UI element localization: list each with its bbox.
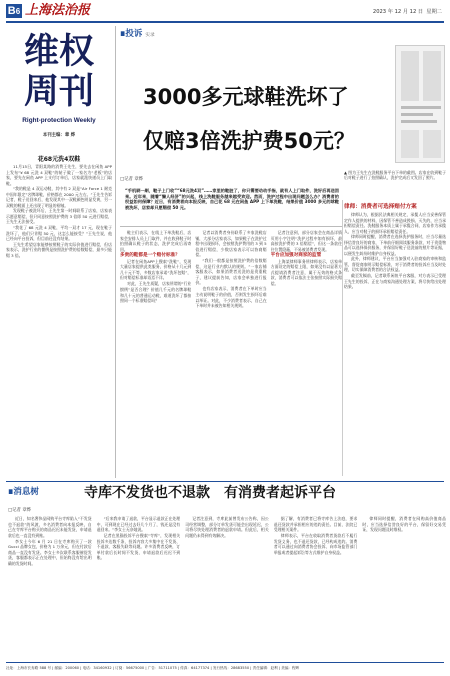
sub-heading: 多贵的鞋都是一个赔付标准？	[120, 252, 180, 258]
photo-caption: ▲ 图为王先生在洗鞋服务平台下单的截图。店家在收到鞋子后对鞋子进行了拍照确认，洗护完成后又发回了照片。	[344, 170, 446, 181]
news-paragraph: “后来我申请了退款，平台显示退款正在处理中，可到现在已经过去好几个月了，钱还是没有退回来。”李女士无奈地说。	[96, 516, 181, 533]
body-paragraph: 也有店家表示，消费者在下单时应当主动说明鞋子的价值，否则发生损坏后难以举证。对此，不少消费者表示，自己在下单时并未被告知相关规则。	[195, 286, 267, 309]
article-deck: “手机刷一刷，鞋子上门收”“68元洗4双”……家里的鞋脏了，你只需要动动手指，就有人上门取件，洗好后再送回来。近年来，随着“懒人经济”的兴起，线上洗鞋服务越来越受欢迎。然而，洗护过程中出现问题怎么办？消费者的权益如何保障？近日，有消费者向本报反映，自己花 68 元在闲鱼 APP 上下单洗鞋，结果价值 3000 多元的球鞋被洗坏，店家却只愿赔偿 50 元。	[125, 188, 339, 210]
sidebar-heading: 花68元洗4双鞋	[37, 156, 81, 163]
column-title-line2: 周刊	[23, 72, 94, 112]
masthead	[0, 0, 450, 22]
brand-logo: 上海法治报	[25, 3, 91, 18]
sidebar-paragraph: 11月15日，青阳某路的消费王先生，要先去在闲鱼 APP 上发布“¥ 68 元洗 4 双鞋”的帖子做了一家名为“老板”的店家，要先在闲鱼 APP 上支付订单后，店家就派快递员上门取鞋。	[6, 164, 112, 186]
deck-rule	[120, 226, 342, 227]
news-column	[8, 516, 92, 658]
section-tag-sub: 实录	[145, 33, 155, 38]
body-paragraph: “我们一般都是按照洗护费的倍数赔偿，这是行业内默认的规则。”一家店铺客服表示，如果消费者送洗的是贵重鞋子，建议提前告知，店家会单独进行报价。	[195, 258, 267, 286]
news-column	[362, 516, 446, 658]
sidebar-paragraph: “我花了 68 元洗 4 双鞋，平均一双才 17 元，现在鞋子洗坏了，他们只肯赔 50 元，这怎么能接受？”王先生说，他已经向平台投诉，但目前还没有结果。	[6, 225, 112, 242]
sidebar-paragraph: 发现鞋子被洗坏后，王先生第一时间联系了店家，店家表示愿意赔偿，但只同意按照洗护费的 3 倍即 50 元进行赔偿，王先生无法接受。	[6, 208, 112, 225]
footer-info: 社址：上海市长寿路 588 号 | 邮编：200060 | 电话：34160932 | 订阅：56675000 | 广告：51711075 | 传真：64177374 | 发行热线：28683550 | 责任编辑：赵利 | 美编：程晖	[6, 666, 300, 670]
body-paragraph: 截至发稿前，记者联系闲鱼平台客服，对方表示已受理王先生的投诉，正在与商家沟通处理方案，将尽快给出处理结果。	[344, 273, 446, 290]
column-title-line1: 维权	[23, 32, 94, 72]
edition-badge-icon	[6, 4, 22, 18]
column-subtitle: Right-protection Weekly	[22, 117, 96, 124]
news-body	[8, 516, 446, 658]
sub-heading: 平台应加强对商家的监管	[270, 252, 322, 258]
sidebar-paragraph: “我的鞋是 4 双运动鞋，其中有 2 双是“Air Force 1 耐克中国年限定”名牌球鞋，价格都在 2000 元左右。”王先生告诉记者，鞋子送回来后，他发现其中一双鞋颜色明显发黄，另一双鞋的鞋面上还出现了明显的褶皱。	[6, 186, 112, 208]
sidebar-paragraph: 王先生希望店家能够按照鞋子的实际价值进行赔偿，但店家表示，洗护行业的惯例是按照洗护费的倍数赔偿，最多只能赔 3 倍。	[6, 241, 112, 258]
masthead-rule	[6, 21, 444, 23]
body-paragraph: 此外，律师建议，平台应当加强对入驻商家的审核和监管，督促商家明示赔偿标准，对于消费者的投诉应当及时处理，切实保障消费者的合法权益。	[344, 256, 446, 273]
body-paragraph: 对此，王先生质疑，店家所谓的“行业惯例”是否合理？价值几千元的名牌球鞋和几十元的普通运动鞋，难道洗坏了都按照同一个标准赔偿吗？	[120, 281, 192, 304]
headline-line2: 仅赔3倍洗护费50元？	[143, 129, 355, 153]
photo-frame	[395, 45, 445, 163]
lawyer-heading: 律师：消费者可选择赔付方案	[344, 204, 417, 210]
news-paragraph: 据了解，有消费者已将寺库告上法庭，要求退还货款并承担相应的违约责任。目前，法院已受理相关案件。	[273, 516, 358, 533]
body-column	[120, 230, 191, 475]
news-paragraph: 记者在黑猫投诉平台搜索“寺库”，发现相关投诉多达数千条，投诉内容大多集中在不发货、不退款、客服失联等问题。许多消费者反映，订单付款后长时间不发货，申请退款后迟迟不到账。	[96, 533, 181, 561]
news-paragraph: 李女士今年 6 月 21 日在寺库购买了一款 Gucci 品牌女包，价格为 1 万余元，但在付款后商品一直没有发货。李女士多次联系客服催促发货，客服都表示正在处理中，但始终没有给出明确的发货时间。	[8, 538, 92, 566]
news-top-rule	[6, 481, 444, 482]
news-column	[185, 516, 269, 658]
page-number: 6	[15, 7, 21, 16]
body-paragraph: 上海某律师事务所律师表示，店家单方面设定的赔偿上限，如果没有以显著方式提请消费者注意，属于无效的格式条款，消费者可以依法主张按照实际损失赔偿。	[270, 258, 342, 286]
weekday-text: 星期二	[426, 9, 442, 15]
issue-date	[373, 8, 442, 15]
article-body-right	[344, 212, 446, 475]
right-col-divider	[342, 200, 343, 476]
news-column	[97, 516, 181, 658]
body-paragraph: 记者注意到，部分店家会在商品详情页用小字注明“洗护过程中如有损坏，最高按洗护费的 3 倍赔偿”，但这一条款往往位置隐蔽，不易被消费者发现。	[270, 230, 342, 252]
edition-letter: B	[7, 5, 16, 17]
sidebar-article	[6, 164, 112, 476]
column-title-block	[6, 26, 112, 146]
body-paragraph: 记者在闲鱼APP上搜索“洗鞋”，发现大量店家提供此类服务，价格从十几元到几十元不等，多数店家承诺“洗坏包赔”，但对赔偿标准却语焉不详。	[120, 258, 192, 281]
section-tag	[120, 28, 155, 41]
news-byline: □记者 章烨	[8, 508, 32, 513]
news-tag: ∎消息树	[8, 487, 39, 497]
body-paragraph: 记者以消费者身份联系了多家洗鞋店铺，大部分店家表示，如果鞋子在洗护过程中出现损坏，会按照洗护费用的 3 到 5 倍进行赔偿，少数店家表示可以协商赔偿。	[195, 230, 267, 258]
editor-label: 本刊主编：	[42, 133, 65, 138]
headline-line1: 3000多元球鞋洗坏了	[143, 85, 349, 109]
footer-rule	[6, 662, 444, 663]
article-body-main	[120, 230, 342, 475]
body-paragraph: 鞋主们表示，在线上下单洗鞋后，店家会安排人员上门取件，并在收到鞋子时拍照确认鞋子的状态，洗护完成后再寄回。	[120, 230, 192, 252]
column-editor	[6, 132, 112, 138]
news-paragraph: 律师同时提醒，消费者在网购高价值商品时，应当选择信誉良好的平台，保留好交易凭证，发现问题及时维权。	[362, 516, 446, 533]
date-text: 2023 年 12 月 12 日	[372, 9, 424, 15]
section-tag-label: ∎投诉	[120, 29, 143, 39]
body-paragraph: 律师同时提醒，消费者在选择洗护服务时，应当尽量选择信誉良好的商家，下单前仔细阅读服务条款，对于贵重物品可以选择保价服务，并保留好鞋子送洗前的照片等证据，以便发生纠纷时维护自身权益。	[344, 234, 446, 256]
body-column	[271, 230, 342, 475]
news-column	[274, 516, 358, 658]
news-paragraph: 近日，知名奢侈品网购平台寺库陷入“不发货也不退款”的风波，多名消费者向本报反映，自己在寺库平台购买的商品迟迟未能发货，申请退款后也一直没有到账。	[8, 516, 92, 538]
order-screenshot-illustration	[396, 46, 445, 163]
body-paragraph: 律师认为，根据民法典相关规定，承揽人应当妥善保管定作人提供的材料，因保管不善造成毁损、灭失的，应当承担赔偿责任。洗鞋服务本质上属于承揽合同，店家作为承揽人，应当对鞋子的损坏承担赔偿责任。	[344, 212, 446, 234]
body-column	[195, 230, 266, 475]
news-paragraph: 记者注意到，寺库此前曾发布公告称，因公司经营调整，部分订单发货可能会出现延迟，公司将尽快处理消费者的退款申请。但此后，相关问题仍未得到有效解决。	[185, 516, 269, 538]
news-headline: 寺库不发货也不退款 有消费者起诉平台	[84, 485, 336, 501]
article-byline: □记者 章烨	[120, 177, 144, 182]
news-paragraph: 律师表示，平台在收取消费者货款后不履行发货义务，也不退还货款，已经构成违约。消费者可以通过向消费者协会投诉、向市场监管部门举报或者提起诉讼等方式维护自身权益。	[273, 533, 358, 555]
editor-name: 章 烨	[64, 133, 76, 138]
column-divider	[115, 26, 116, 478]
